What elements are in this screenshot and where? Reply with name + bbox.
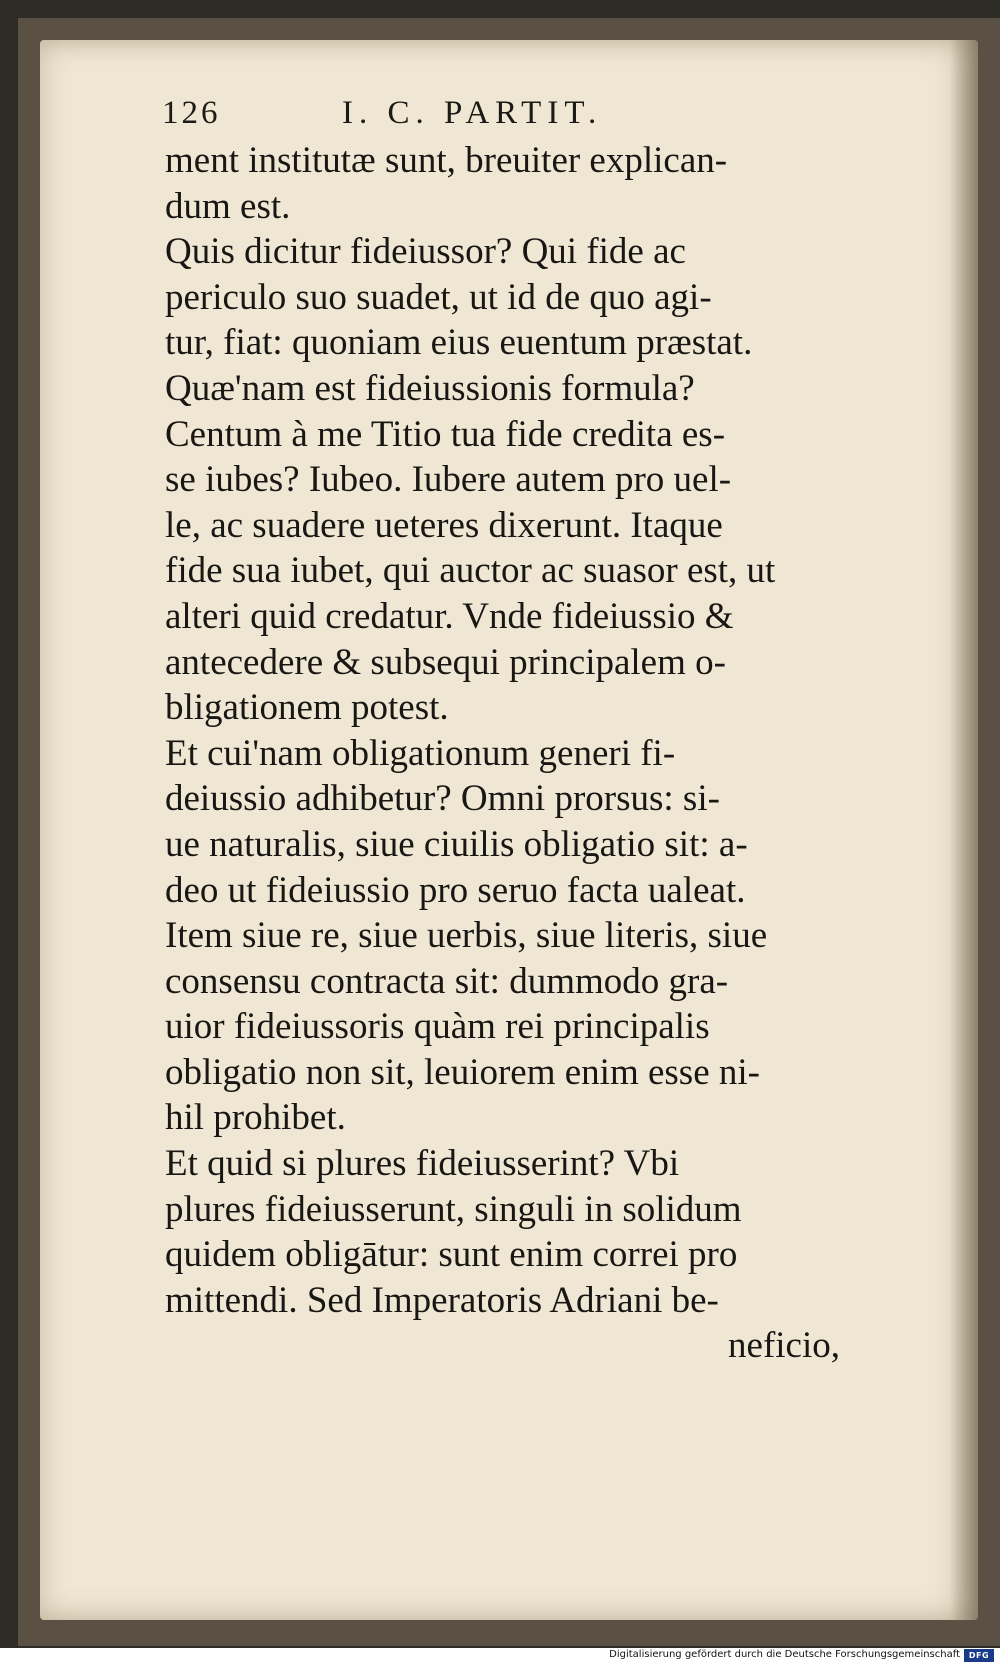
text-line: consensu contracta sit: dummodo gra- <box>165 960 729 1002</box>
running-title: I. C. PARTIT. <box>342 95 603 131</box>
page-number: 126 <box>162 95 221 131</box>
text-line: uior fideiussoris quàm rei principalis <box>165 1006 710 1048</box>
text-line: dum est. <box>165 185 291 227</box>
text-line: ment institutæ sunt, breuiter explican- <box>165 140 728 181</box>
text-line: Item siue re, siue uerbis, siue literis, siue <box>165 915 768 957</box>
text-line: Quæ'nam est fideiussionis formula? <box>165 367 695 409</box>
text-line: deo ut fideiussio pro seruo facta ualeat. <box>165 869 746 911</box>
text-line: obligatio non sit, leuiorem enim esse ni- <box>165 1051 760 1093</box>
text-line: tur, fiat: quoniam eius euentum præstat. <box>165 322 753 364</box>
text-line: Et quid si plures fideiusserint? Vbi <box>165 1143 680 1185</box>
text-line: periculo suo suadet, ut id de quo agi- <box>165 276 712 318</box>
dfg-logo: DFG <box>964 1649 994 1662</box>
text-line: Centum à me Titio tua fide credita es- <box>165 413 726 455</box>
running-head <box>162 95 722 135</box>
text-line: alteri quid credatur. Vnde fideiussio & <box>165 595 734 637</box>
text-line: mittendi. Sed Imperatoris Adriani be- <box>165 1279 719 1321</box>
text-line: quidem obligātur: sunt enim correi pro <box>165 1234 738 1276</box>
text-line: bligationem potest. <box>165 687 449 729</box>
text-line: plures fideiusserunt, singuli in solidum <box>165 1188 742 1230</box>
funding-credit: Digitalisierung gefördert durch die Deutsche Forschungsgemeinschaft <box>609 1649 960 1660</box>
text-line: ue naturalis, siue ciuilis obligatio sit: a- <box>165 823 748 865</box>
text-line: hil prohibet. <box>165 1097 346 1139</box>
text-line: antecedere & subsequi principalem o- <box>165 641 726 683</box>
text-line: Quis dicitur fideiussor? Qui fide ac <box>165 231 686 273</box>
catchword: neficio, <box>728 1325 840 1367</box>
text-line: Et cui'nam obligationum generi fi- <box>165 732 676 774</box>
text-line: le, ac suadere ueteres dixerunt. Itaque <box>165 504 723 546</box>
text-line: deiussio adhibetur? Omni prorsus: si- <box>165 778 720 820</box>
text-line: se iubes? Iubeo. Iubere autem pro uel- <box>165 459 732 501</box>
body-text <box>165 138 840 1369</box>
text-line: fide sua iubet, qui auctor ac suasor est, ut <box>165 550 776 592</box>
